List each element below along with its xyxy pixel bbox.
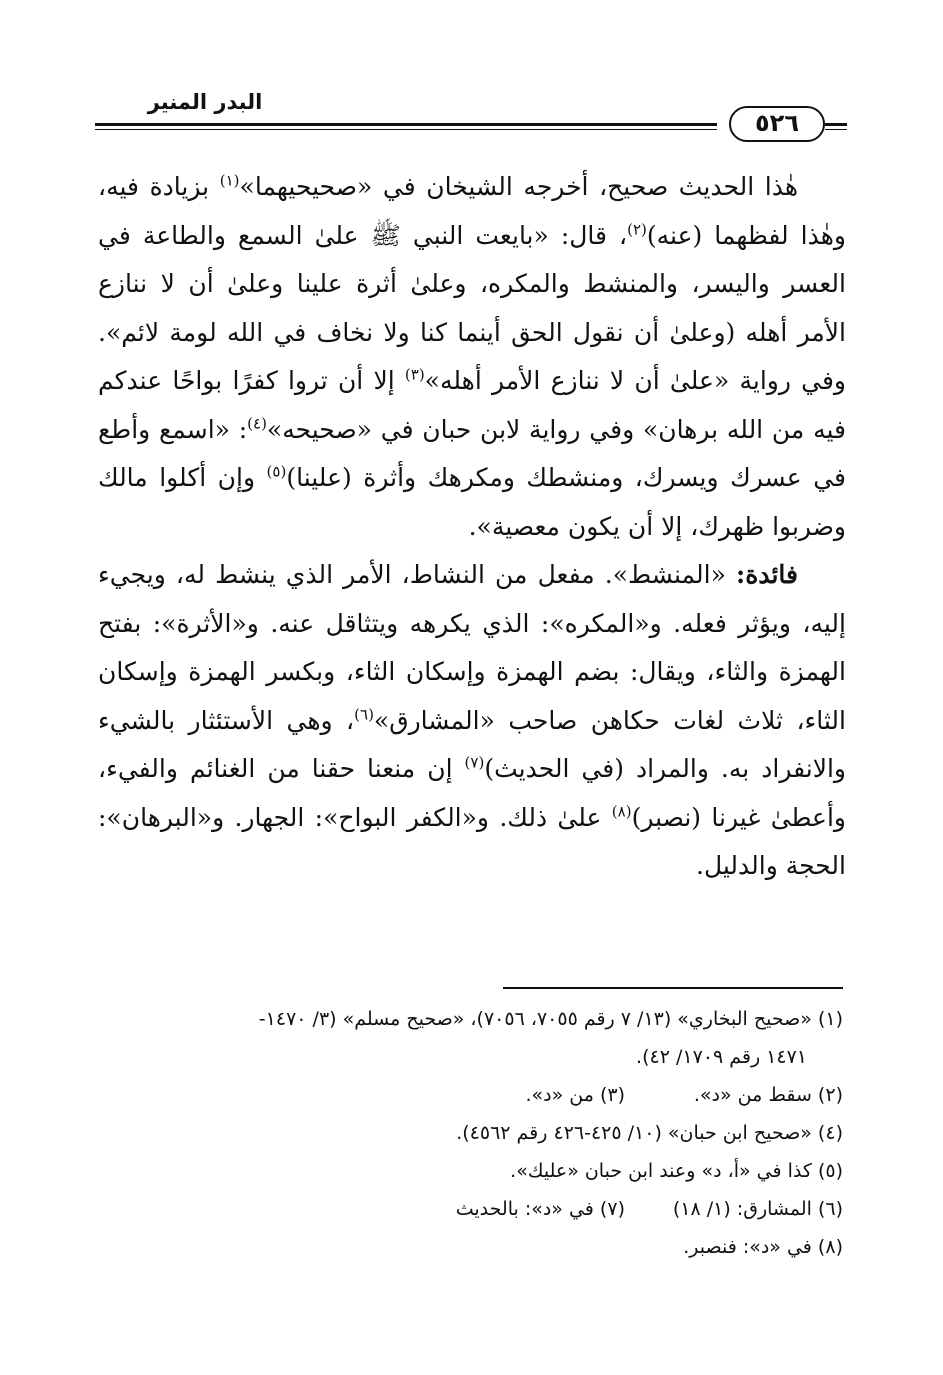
footnote-ref-1[interactable]: (١) — [219, 171, 240, 190]
footnote-4: (٤) «صحيح ابن حبان» (١٠/ ٤٢٥-٤٢٦ رقم ٤٥٦٢). — [456, 1122, 843, 1144]
footnote-8: (٨) في «د»: فنصبر. — [683, 1236, 843, 1258]
footnote-ref-8[interactable]: (٨) — [611, 802, 632, 821]
footnote-ref-2[interactable]: (٢) — [627, 220, 647, 239]
footnote-row-2-3 — [98, 1076, 843, 1114]
paragraph-lead: فائدة: — [736, 560, 798, 589]
paragraph-2: فائدة: «المنشط». مفعل من النشاط، الأمر الذي ينشط له، ويجيء إليه، ويؤثر فعله. و«المكره»: الذي يكرهه ويتثاقل عنه. و«الأثرة»: بفتح الهمزة والثاء، ويقال: بضم الهمزة وإسكان الثاء، وبكسر الهمزة وإسكان الثاء، ثلاث لغات حكاهن صاحب «المشارق»$^{(٦)}$، وهي الأستئثار بالشيء والانفراد به. والمراد (في الحديث)$^{(٧)}$ إن منعنا حقنا من الغنائم والفيء، وأعطىٰ غيرنا (نصبر)$^{(٨)}$ علىٰ ذلك. و«الكفر البواح»: الجهار. و«البرهان»: الحجة والدليل. — [98, 560, 846, 880]
paragraph-1: هٰذا الحديث صحيح، أخرجه الشيخان في «صحيحيهما»$^{(١)}$ بزيادة فيه، وهٰذا لفظهما (عنه)$^{(٢)}$، قال: «بايعت النبي ﷺ علىٰ السمع والطاعة في العسر واليسر، والمنشط والمكره، وعلىٰ أثرة علينا وعلىٰ أن لا ننازع الأمر أهله (وعلىٰ أن نقول الحق أينما كنا ولا نخاف في الله لومة لائم». وفي رواية «علىٰ أن لا ننازع الأمر أهله»$^{(٣)}$ إلا أن تروا كفرًا بواحًا عندكم فيه من الله برهان» وفي رواية لابن حبان في «صحيحه»$^{(٤)}$: «اسمع وأطع في عسرك ويسرك، ومنشطك ومكرهك وأثرة (علينا)$^{(٥)}$ وإن أكلوا مالك وضربوا ظهرك، إلا أن يكون معصية». — [98, 171, 846, 541]
page-number: ٥٢٦ — [729, 106, 825, 142]
footnote-5: (٥) كذا في «أ، د» وعند ابن حبان «عليك». — [510, 1160, 843, 1182]
footnote-2: (٢) سقط من «د». — [693, 1084, 843, 1106]
footnote-ref-5[interactable]: (٥) — [266, 462, 287, 481]
footnote-ref-7[interactable]: (٧) — [464, 753, 485, 772]
header-rule-right-thin — [825, 129, 847, 130]
running-title: البدر المنير — [147, 90, 263, 114]
footnotes — [98, 1000, 843, 1266]
footnote-6: (٦) المشارق: (١/ ١٨) — [672, 1198, 843, 1220]
footnote-row-6-7 — [98, 1190, 843, 1228]
header-rule-thin — [95, 129, 717, 130]
footnote-separator — [503, 987, 843, 989]
footnote-7: (٧) في «د»: بالحديث — [455, 1198, 625, 1220]
footnote-3: (٣) من «د». — [525, 1084, 625, 1106]
header-rule-right — [825, 123, 847, 126]
footnote-ref-4[interactable]: (٤) — [247, 414, 267, 433]
footnote-1: (١) «صحيح البخاري» (١٣/ ٧ رقم ٧٠٥٥، ٧٠٥٦)، «صحيح مسلم» (٣/ ١٤٧٠- — [258, 1008, 843, 1030]
footnote-ref-3[interactable]: (٣) — [404, 365, 425, 384]
page-header — [95, 90, 847, 140]
header-rule — [95, 123, 717, 126]
footnote-ref-6[interactable]: (٦) — [354, 705, 374, 724]
main-text — [98, 163, 846, 891]
footnote-1-cont: ١٤٧١ رقم ١٧٠٩/ ٤٢). — [636, 1046, 807, 1068]
